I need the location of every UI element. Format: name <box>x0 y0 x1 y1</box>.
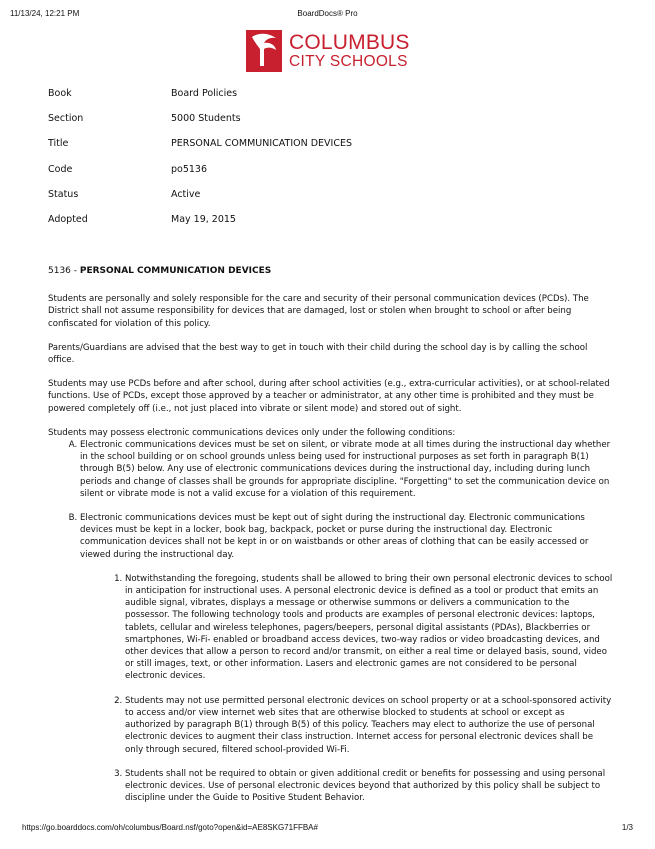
subitem-text: Students may not use permitted personal electronic devices on school property or at a school-sponsored activity to access and/or view internet web sites that are otherwise blocked to students at school or except as authorized by paragraph B(1) through B(5) of this policy. Teachers may elect to authorize the use of personal electronic devices to augment their class instruction. Internet access for personal electronic devices shall be only through secured, filtered school-provided Wi-Fi. <box>125 695 612 755</box>
policy-paragraph: Parents/Guardians are advised that the best way to get in touch with their child during the school day is by calling the school office. <box>48 342 588 366</box>
subitem <box>125 768 613 805</box>
torch-flame-icon <box>246 30 282 72</box>
print-url: https://go.boarddocs.com/oh/columbus/Board.nsf/goto?open&id=AE8SKG71FFBA# <box>22 823 318 832</box>
print-app-title: BoardDocs® Pro <box>297 9 358 18</box>
print-datetime: 11/13/24, 12:21 PM <box>10 9 80 18</box>
condition-text: Electronic communications devices must be kept out of sight during the instructional day. Electronic communications devices must be kept in a locker, book bag, backpack, pocket or purse during the instructional day. Electronic communication devices shall not be kept in or on waistbands or other areas of clothing that can be easily accessed or viewed during the instructional day. <box>80 513 589 560</box>
conditions-intro: Students may possess electronic communications devices only under the following conditions: <box>48 427 456 438</box>
logo-text-line1: COLUMBUS <box>289 31 410 54</box>
policy-body <box>48 265 613 816</box>
conditions-list <box>48 439 613 804</box>
meta-value: May 19, 2015 <box>171 213 236 225</box>
meta-value: 5000 Students <box>171 113 241 125</box>
policy-heading <box>48 265 613 277</box>
logo-text-line2: CITY SCHOOLS <box>289 53 408 70</box>
policy-paragraph: Students may use PCDs before and after school, during after school activities (e.g., extra-curricular activities), or at school-related functions. Use of PCDs, except those approved by a teacher or administrator, at any other time is prohibited and they must be powered completely off (i.e., not just placed into vibrate or silent mode) and stored out of sight. <box>48 379 610 414</box>
columbus-city-schools-logo <box>246 30 416 74</box>
meta-label: Title <box>48 138 69 150</box>
meta-value: PERSONAL COMMUNICATION DEVICES <box>171 138 353 150</box>
subitem-text: Students shall not be required to obtain or given additional credit or benefits for possessing and using personal electronic devices. Use of personal electronic devices beyond that authorized by this policy shall be subject to discipline under the Guide to Positive Student Behavior. <box>125 768 606 804</box>
meta-value: po5136 <box>171 163 208 175</box>
policy-paragraph: Students are personally and solely responsible for the care and security of their personal communication devices (PCDs). The District shall not assume responsibility for devices that are damaged, lost or stolen when brought to school or after being confiscated for violation of this policy. <box>48 294 589 329</box>
meta-label: Book <box>48 88 72 99</box>
policy-number: 5136 - <box>48 266 80 276</box>
page-number: 1/3 <box>621 823 633 832</box>
meta-label: Adopted <box>48 213 88 225</box>
condition-item <box>80 512 613 804</box>
meta-label: Code <box>48 163 73 175</box>
meta-value: Board Policies <box>171 88 238 99</box>
subitem <box>125 573 613 683</box>
subitem <box>125 695 613 756</box>
subitem-text: Notwithstanding the foregoing, students shall be allowed to bring their own personal electronic devices to school in anticipation for instructional uses. A personal electronic device is defined as a tool or product that emits an audible signal, vibrates, displays a message or otherwise summons or delivers a communication to the possessor. The following technology tools and products are examples of personal electronic devices: laptops, tablets, cellular and wireless telephones, pagers/beepers, personal digital assistants (PDAs), Blackberries or smartphones, Wi-Fi- enabled or broadband access devices, two-way radios or video broadcasting devices, and other devices that allow a person to record and/or transmit, on either a real time or delayed basis, sound, video or still images, text, or other information. Lasers and electronic games are not considered to be personal electronic devices. <box>125 573 613 682</box>
condition-text: Electronic communications devices must be set on silent, or vibrate mode at all times during the instructional day whether in the school building or on school grounds unless being used for instructional purposes as set forth in paragraph B(1) through B(5) below. Any use of electronic communications devices during the instructional day, including during lunch periods and change of classes shall be grounds for appropriate discipline. "Forgetting" to set the communication device on silent or vibrate mode is not a valid excuse for a violation of this requirement. <box>80 440 611 499</box>
condition-item <box>80 439 613 500</box>
policy-title: PERSONAL COMMUNICATION DEVICES <box>79 266 272 276</box>
meta-label: Status <box>48 188 79 200</box>
subitems-list <box>80 573 613 804</box>
meta-value: Active <box>171 188 201 200</box>
meta-label: Section <box>48 113 84 125</box>
